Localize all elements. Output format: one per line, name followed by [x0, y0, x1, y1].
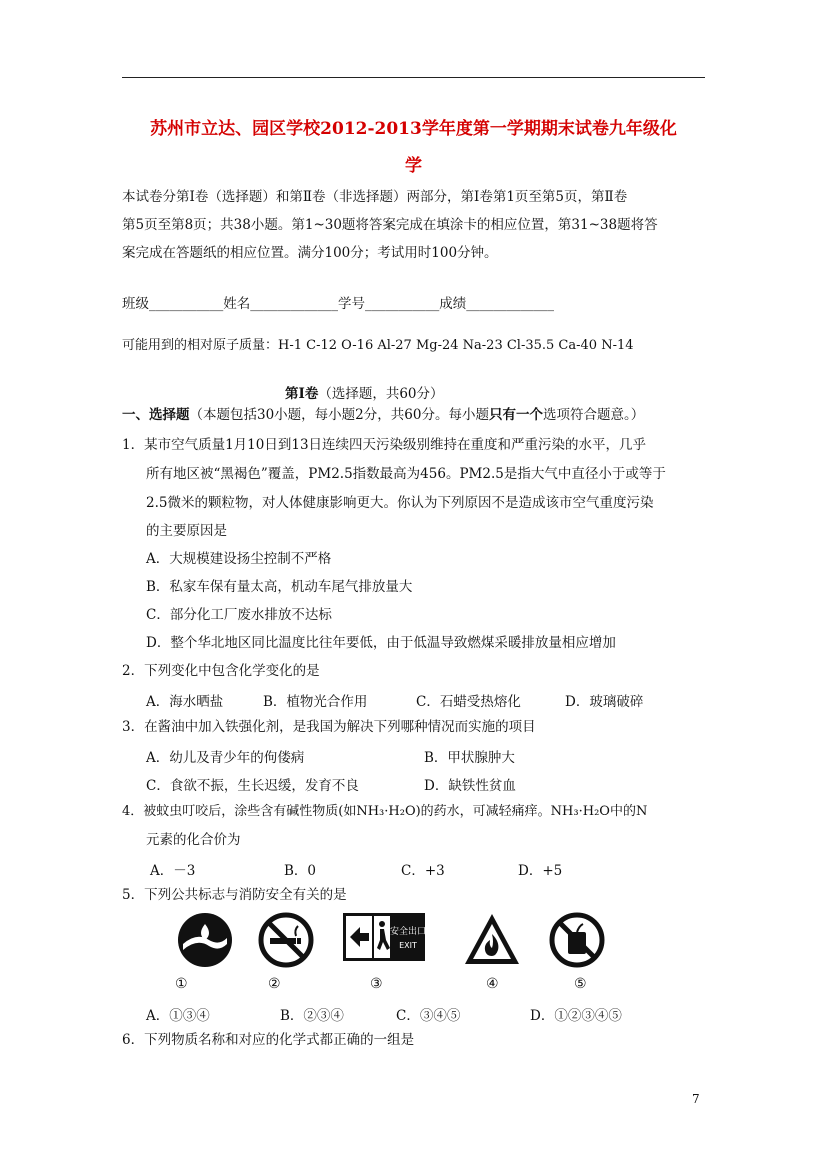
q4-option-d: D．+5 [518, 863, 563, 879]
q4-option-c: C．+3 [401, 863, 445, 879]
emergency-exit-sign-icon [342, 912, 426, 962]
q1-line-2: 所有地区被“黑褐色”覆盖，PM2.5指数最高为456。PM2.5是指大气中直径小于或等于 [146, 466, 666, 482]
student-info-line: 班级___________姓名_____________学号___________成绩_____________ [122, 296, 554, 312]
q1-line-4: 的主要原因是 [146, 523, 227, 539]
section-heading [285, 385, 444, 403]
exit-sign-text: 安全出口 [389, 927, 426, 937]
q3-option-a: A．幼儿及青少年的佝偻病 [146, 750, 305, 766]
q1-option-c: C．部分化工厂废水排放不达标 [146, 607, 332, 623]
q1-option-b: B．私家车保有量太高，机动车尾气排放量大 [146, 579, 413, 595]
q5-option-b: B．②③④ [280, 1008, 344, 1024]
intro-line-2: 第5页至第8页；共38小题。第1~30题将答案完成在填涂卡的相应位置，第31~38题将答 [122, 217, 658, 233]
no-fireworks-sign-icon [547, 910, 607, 970]
q2-option-b: B．植物光合作用 [263, 694, 368, 710]
part1-heading: 一、选择题 [122, 407, 190, 423]
page-number: 7 [692, 1092, 700, 1106]
q5-option-d: D．①②③④⑤ [530, 1008, 622, 1024]
section-subtitle: （选择题，共60分） [318, 386, 444, 402]
q5-icon-label-2: ② [268, 976, 281, 992]
part1-heading-line [122, 406, 644, 424]
q4-line-1: 4．被蚊虫叮咬后，涂些含有碱性物质(如NH₃·H₂O)的药水，可减轻痛痒。NH₃·H₂O中的N [122, 804, 648, 819]
q2-option-a: A．海水晒盐 [146, 694, 224, 710]
q5-icon-label-5: ⑤ [574, 976, 587, 992]
q3-option-d: D．缺铁性贫血 [424, 778, 516, 794]
q3-stem: 3．在酱油中加入铁强化剂，是我国为解决下列哪种情况而实施的项目 [122, 719, 536, 735]
q5-option-a: A．①③④ [146, 1008, 210, 1024]
intro-line-3: 案完成在答题纸的相应位置。满分100分；考试用时100分钟。 [122, 245, 498, 261]
exam-title-line1: 苏州市立达、园区学校2012-2013学年度第一学期期末试卷九年级化 [150, 119, 677, 139]
q4-line-2: 元素的化合价为 [146, 832, 241, 848]
q1-line-3: 2.5微米的颗粒物，对人体健康影响更大。你认为下列原因不是造成该市空气重度污染 [146, 495, 654, 511]
no-smoking-sign-icon [256, 910, 316, 970]
q2-stem: 2．下列变化中包含化学变化的是 [122, 663, 320, 679]
intro-line-1: 本试卷分第Ⅰ卷（选择题）和第Ⅱ卷（非选择题）两部分，第Ⅰ卷第1页至第5页，第Ⅱ卷 [122, 189, 628, 205]
part1-desc-a: （本题包括30小题，每小题2分，共60分。每小题 [189, 407, 489, 423]
header-rule [122, 77, 705, 78]
q2-option-d: D．玻璃破碎 [565, 694, 644, 710]
atomic-masses-line: 可能用到的相对原子质量：H-1 C-12 O-16 Al-27 Mg-24 Na-23 Cl-35.5 Ca-40 N-14 [122, 338, 634, 353]
section-title: 第Ⅰ卷 [285, 386, 319, 402]
q3-option-b: B．甲状腺肿大 [424, 750, 515, 766]
part1-desc-bold: 只有一个 [488, 407, 543, 423]
q3-option-c: C．食欲不振，生长迟缓，发育不良 [146, 778, 359, 794]
q5-icon-label-3: ③ [370, 976, 383, 992]
q2-option-c: C．石蜡受热熔化 [416, 694, 521, 710]
q4-option-a: A．－3 [150, 863, 196, 879]
exit-sign-label: EXIT [399, 941, 417, 950]
q1-line-1: 1．某市空气质量1月10日到13日连续四天污染级别维持在重度和严重污染的水平，几乎 [122, 437, 647, 453]
q1-option-a: A．大规模建设扬尘控制不严格 [146, 551, 332, 567]
water-saving-sign-icon [175, 910, 235, 970]
q1-option-d: D．整个华北地区同比温度比往年要低，由于低温导致燃煤采暖排放量相应增加 [146, 635, 616, 651]
q5-option-c: C．③④⑤ [396, 1008, 461, 1024]
part1-desc-b: 选项符合题意。） [542, 407, 645, 423]
q5-icon-label-1: ① [175, 976, 188, 992]
q5-icon-label-4: ④ [486, 976, 499, 992]
q6-stem: 6．下列物质名称和对应的化学式都正确的一组是 [122, 1032, 415, 1048]
exam-title-line2: 学 [405, 156, 422, 176]
flammable-warning-sign-icon [462, 910, 522, 970]
q5-stem: 5．下列公共标志与消防安全有关的是 [122, 887, 347, 903]
q4-option-b: B．0 [284, 863, 317, 879]
